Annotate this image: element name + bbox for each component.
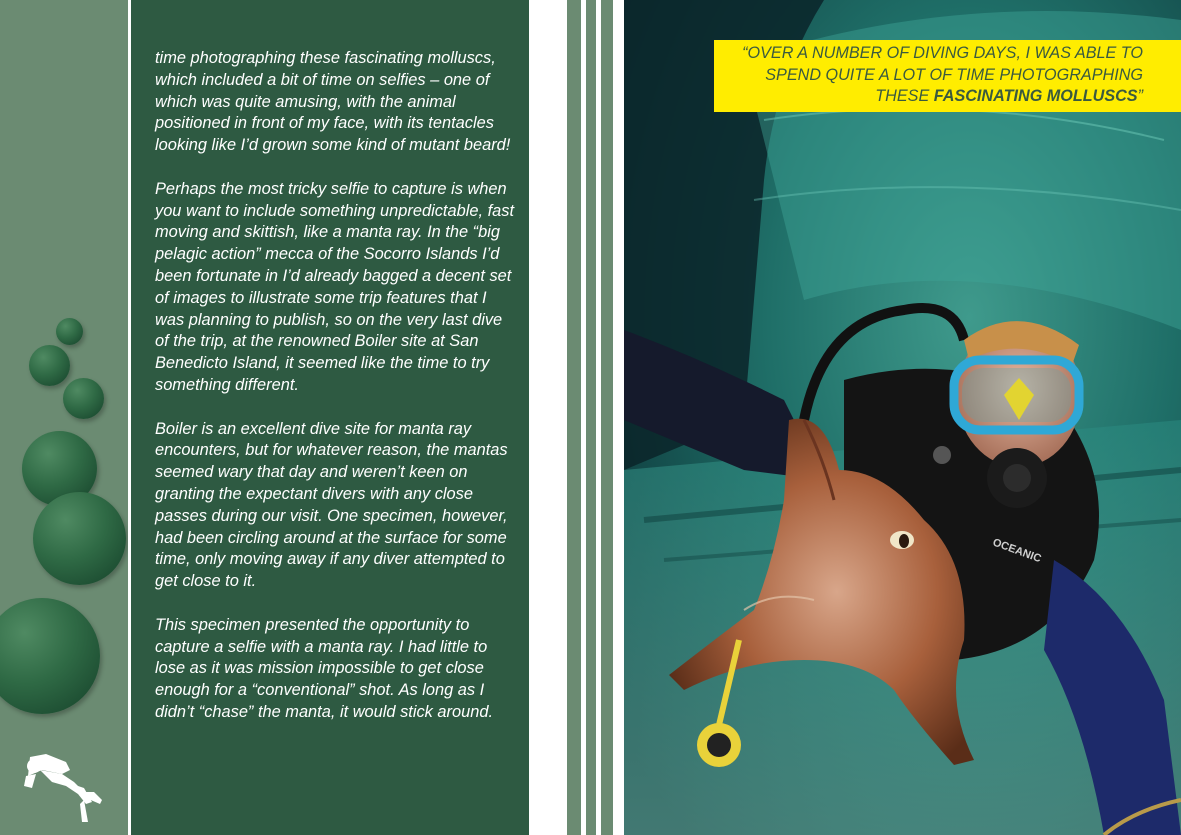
diver-silhouette-icon	[22, 752, 104, 824]
bcd-brand-label: OCEANIC	[990, 536, 1043, 566]
bubble-icon	[29, 345, 70, 386]
bubble-icon	[56, 318, 83, 345]
bubble-icon	[33, 492, 126, 585]
diver-cuttlefish-image	[624, 0, 1181, 835]
paragraph: time photographing these fascinating molluscs, which included a bit of time on selfies – one of which was quite amusing, with the animal positioned in front of my face, with its tentacles looking like I’d grown some kind of mutant beard!	[155, 49, 511, 155]
left-decor-strip	[0, 0, 128, 835]
bubble-icon	[63, 378, 104, 419]
paragraph: Boiler is an excellent dive site for manta ray encounters, but for whatever reason, the mantas seemed wary that day and weren’t keen on granting the expectant divers with any close passes during our visit. One specimen, however, had been circling around at the surface for some time, only moving away if any diver attempted to get close to it.	[155, 419, 508, 591]
article-body	[155, 48, 515, 746]
divider-stripe	[601, 0, 613, 835]
paragraph: This specimen presented the opportunity to capture a selfie with a manta ray. I had little to lose as it was mission impossible to get close enough for a “conventional” shot. As long as I didn’t “chase” the manta, it would stick around.	[155, 615, 494, 721]
paragraph: Perhaps the most tricky selfie to capture is when you want to include something unpredictable, fast moving and skittish, like a manta ray. In the “big pelagic action” mecca of the Socorro Islands I’d been fortunate in I’d already bagged a decent set of images to illustrate some trip features that I was planning to publish, so on the very last dive of the trip, at the renowned Boiler site at San Benedicto Island, it seemed like the time to try something different.	[155, 179, 514, 394]
divider-stripe	[567, 0, 581, 835]
pull-quote-emphasis: FASCINATING MOLLUSCS	[933, 87, 1138, 105]
pull-quote	[714, 40, 1181, 112]
pull-quote-close: ”	[1137, 87, 1143, 105]
pull-quote-text: OVER A NUMBER OF DIVING DAYS, I WAS ABLE TO SPEND QUITE A LOT OF TIME PHOTOGRAPHING THESE	[747, 44, 1143, 105]
pull-quote-open: “	[742, 44, 748, 62]
underwater-photo	[624, 0, 1181, 835]
divider-stripe	[586, 0, 596, 835]
